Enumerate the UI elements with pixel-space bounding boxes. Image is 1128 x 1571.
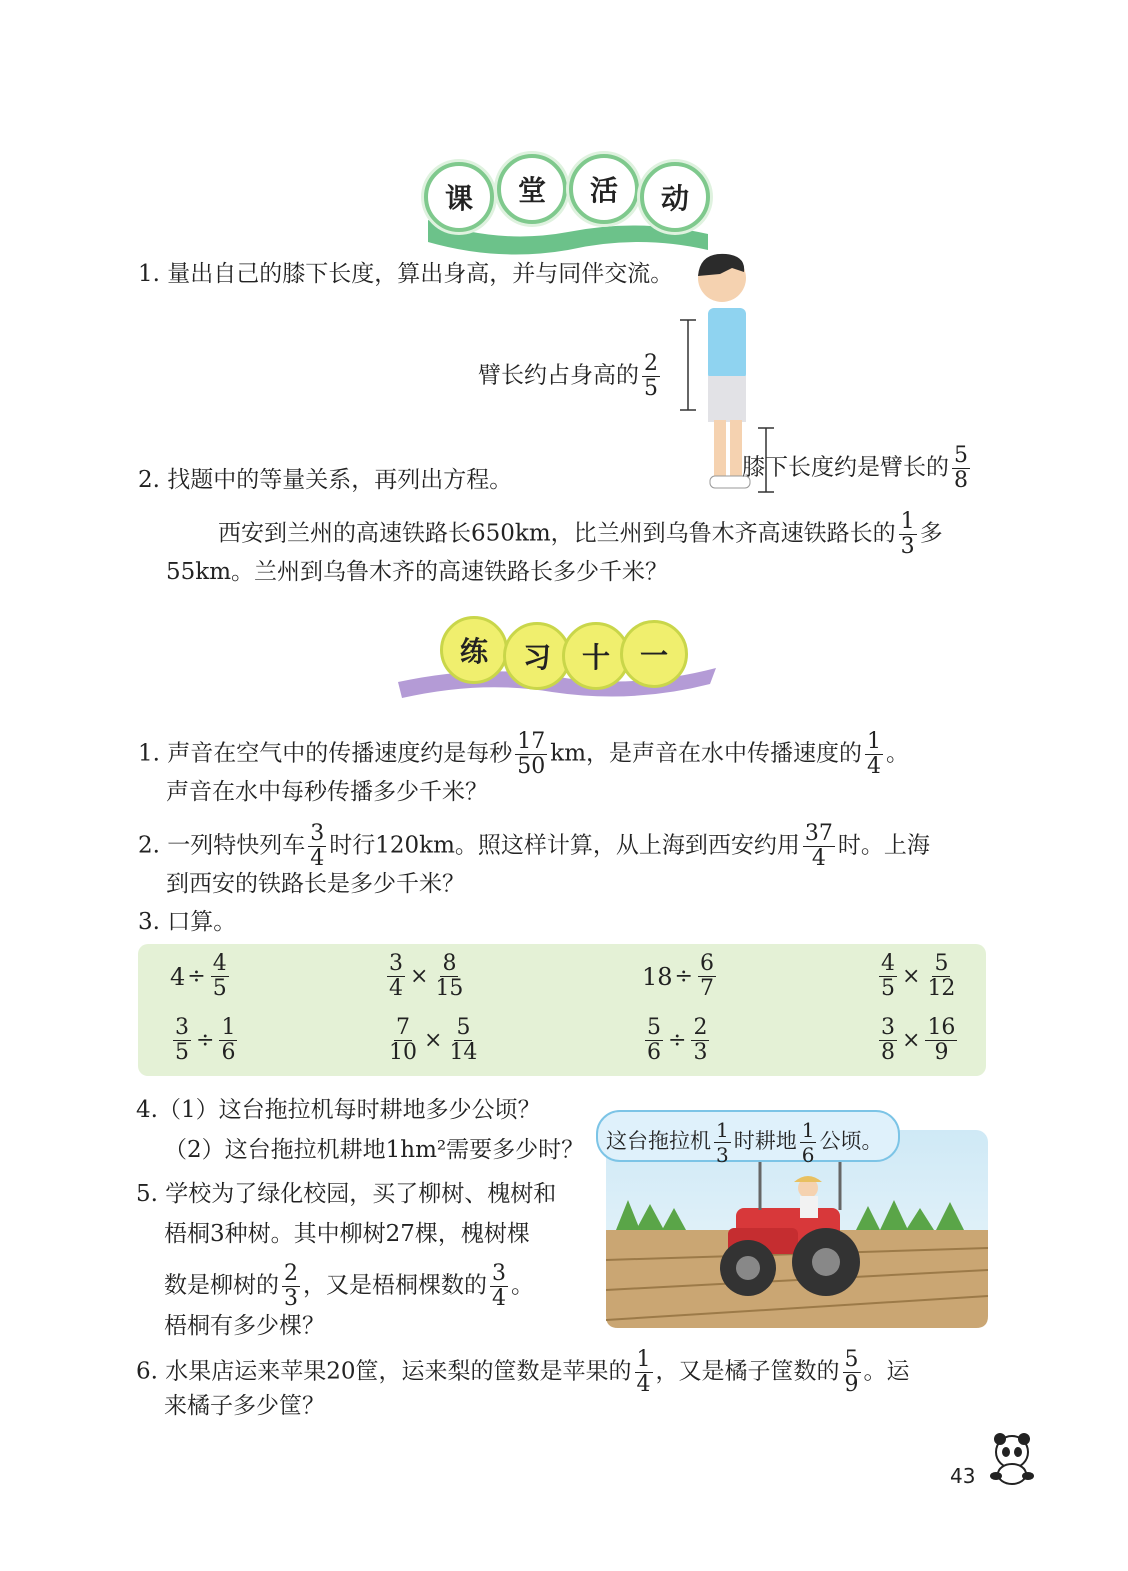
text: 时。上海 (837, 832, 930, 859)
text: 这台拖拉机 (606, 1129, 711, 1153)
calc-item: $\frac{5}{6}$ ÷ $\frac{2}{3}$ (647, 1015, 708, 1065)
panda-icon (984, 1430, 1040, 1486)
activity-title-char: 活 (569, 154, 639, 224)
fraction: $\frac{2}{5}$ (644, 351, 658, 401)
activity-question-2-body (218, 510, 943, 559)
exercise-problem-4-part1: 4.（1）这台拖拉机每时耕地多少公顷？ (136, 1097, 541, 1123)
text: 时行120km。照这样计算，从上海到西安约用 (329, 832, 800, 859)
exercise-title-char: 练 (440, 616, 508, 684)
text: 6. 水果店运来苹果20筐，运来梨的筐数是苹果的 (136, 1358, 632, 1385)
calc-item: $\frac{3}{5}$ ÷ $\frac{1}{6}$ (175, 1015, 236, 1065)
calc-item: $\frac{7}{10}$ × $\frac{5}{14}$ (389, 1015, 478, 1065)
exercise-problem-4-part2: （2）这台拖拉机耕地1hm²需要多少时？ (164, 1137, 585, 1163)
text: 西安到兰州的高速铁路长650km，比兰州到乌鲁木齐高速铁路长的 (218, 520, 896, 547)
exercise-problem-2 (138, 822, 930, 871)
fraction: $\frac{1}{3}$ (716, 1118, 729, 1167)
text: 。运 (863, 1358, 910, 1385)
arm-length-label (478, 352, 663, 401)
text: 。 (886, 740, 910, 767)
exercise-problem-5-line4: 梧桐有多少棵？ (164, 1313, 325, 1339)
exercise-problem-1 (138, 730, 909, 779)
fraction: $\frac{5}{9}$ (844, 1347, 859, 1397)
text: ，又是橘子筐数的 (655, 1358, 840, 1385)
fraction: $\frac{2}{3}$ (284, 1261, 298, 1311)
mental-math-panel (138, 944, 986, 1076)
text: 多 (919, 520, 943, 547)
calc-item: $\frac{3}{4}$ × $\frac{8}{15}$ (389, 951, 464, 1001)
exercise-title-char: 一 (620, 620, 688, 688)
text: 1. 声音在空气中的传播速度约是每秒 (138, 740, 513, 767)
knee-length-label (742, 444, 973, 493)
calc-item: 4 ÷ $\frac{4}{5}$ (170, 951, 227, 1001)
exercise-problem-2-line2: 到西安的铁路长是多少千米？ (166, 871, 465, 897)
fraction: $\frac{3}{4}$ (310, 821, 325, 871)
exercise-title-char: 十 (562, 622, 630, 690)
exercise-problem-5-line1: 5. 学校为了绿化校园，买了柳树、槐树和 (136, 1181, 557, 1207)
text: km，是声音在水中传播速度的 (550, 740, 863, 767)
activity-question-1: 1. 量出自己的膝下长度，算出身高，并与同伴交流。 (138, 261, 674, 287)
exercise-problem-1-line2: 声音在水中每秒传播多少千米？ (166, 779, 488, 805)
fraction: $\frac{5}{8}$ (954, 443, 968, 493)
arm-length-text: 臂长约占身高的 (478, 362, 639, 389)
calc-item: $\frac{4}{5}$ × $\frac{5}{12}$ (881, 951, 956, 1001)
text: ，又是梧桐棵数的 (303, 1272, 487, 1299)
exercise-problem-5-line3 (164, 1262, 534, 1311)
exercise-problem-6-line2: 来橘子多少筐？ (164, 1393, 325, 1419)
activity-question-2: 2. 找题中的等量关系，再列出方程。 (138, 467, 513, 493)
speech-bubble-text (606, 1118, 882, 1167)
fraction: $\frac{1}{6}$ (801, 1118, 815, 1167)
exercise-problem-5-line2: 梧桐3种树。其中柳树27棵，槐树棵 (164, 1221, 530, 1247)
calc-item: $\frac{3}{8}$ × $\frac{16}{9}$ (881, 1015, 956, 1065)
calc-item: 18 ÷ $\frac{6}{7}$ (642, 951, 714, 1001)
knee-length-text: 膝下长度约是臂长的 (742, 454, 949, 481)
activity-title-char: 堂 (497, 154, 567, 224)
activity-title-char: 动 (640, 162, 710, 232)
fraction: $\frac{17}{50}$ (517, 729, 546, 779)
text: 。 (511, 1272, 534, 1299)
activity-question-2-line2: 55km。兰州到乌鲁木齐的高速铁路长多少千米？ (166, 559, 669, 585)
exercise-problem-3: 3. 口算。 (138, 909, 237, 935)
fraction: $\frac{1}{4}$ (636, 1347, 651, 1397)
fraction: $\frac{1}{4}$ (867, 729, 882, 779)
text: 2. 一列特快列车 (138, 832, 306, 859)
fraction: $\frac{3}{4}$ (492, 1261, 506, 1311)
text: 数是柳树的 (164, 1272, 279, 1299)
page-number: 43 (950, 1464, 976, 1488)
activity-title-char: 课 (424, 162, 494, 232)
fraction: $\frac{1}{3}$ (900, 509, 915, 559)
text: 公顷。 (819, 1129, 883, 1153)
text: 时耕地 (733, 1129, 797, 1153)
fraction: $\frac{37}{4}$ (804, 821, 833, 871)
exercise-title-char: 习 (503, 622, 571, 690)
